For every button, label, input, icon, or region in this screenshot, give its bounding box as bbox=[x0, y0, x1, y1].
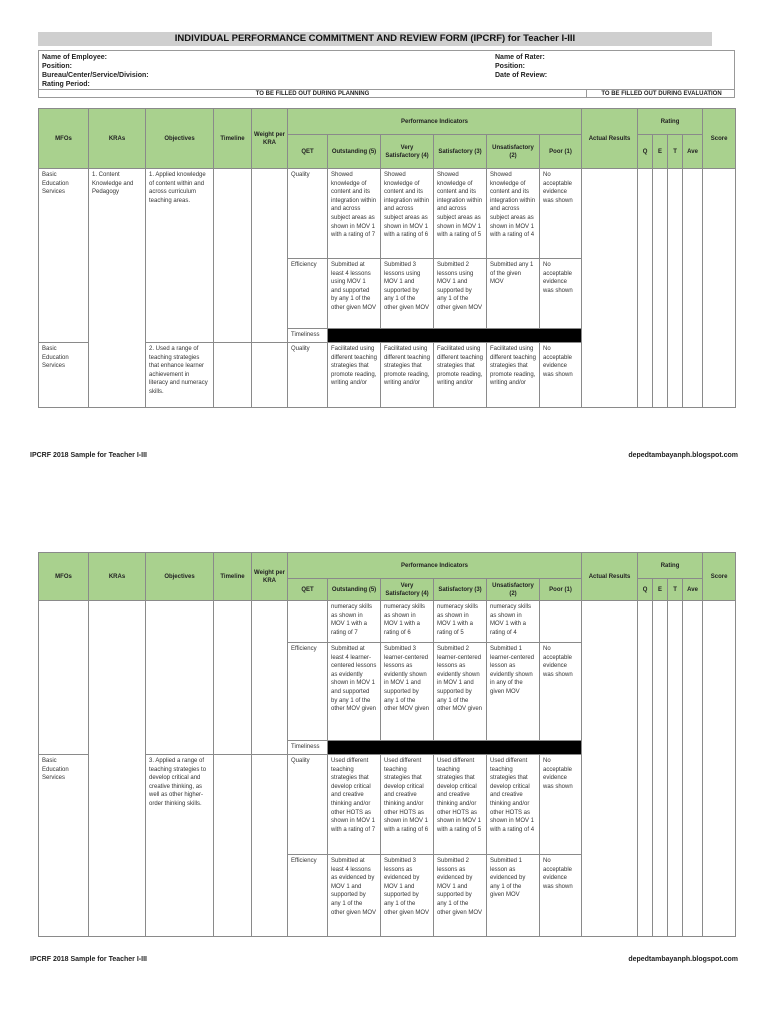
indicator-satisfactory: Facilitated using different teaching strategies that promote reading, writing and/or bbox=[434, 343, 487, 408]
rating-header: Rating bbox=[638, 553, 703, 579]
rater-info bbox=[495, 53, 547, 80]
very-satisfactory-header: Very Satisfactory (4) bbox=[381, 579, 434, 601]
indicator-outstanding: Submitted at least 4 learner-centered lessons as evidently shown in MOV 1 and supported by any 1 of the other MOV given bbox=[328, 643, 381, 741]
kra-cell: 1. Content Knowledge and Pedagogy bbox=[89, 169, 146, 408]
rating-t-header: T bbox=[668, 579, 683, 601]
kra-cell bbox=[89, 601, 146, 937]
footer-right: depedtambayanph.blogspot.com bbox=[628, 956, 738, 963]
qet-header: QET bbox=[288, 135, 328, 169]
objective-cell bbox=[146, 601, 214, 755]
indicator-outstanding: Facilitated using different teaching strategies that promote reading, writing and/or bbox=[328, 343, 381, 408]
rating-q-header: Q bbox=[638, 135, 653, 169]
indicator-very-satisfactory: Submitted 3 lessons as evidenced by MOV 1 and supported by any 1 of the other given MOV bbox=[381, 855, 434, 937]
timeline-cell[interactable] bbox=[214, 343, 252, 408]
outstanding-header: Outstanding (5) bbox=[328, 579, 381, 601]
qet-efficiency-label: Efficiency bbox=[288, 643, 328, 741]
indicator-outstanding: Submitted at least 4 lessons using MOV 1 and supported by any 1 of the other given MOV bbox=[328, 259, 381, 329]
satisfactory-header: Satisfactory (3) bbox=[434, 135, 487, 169]
indicator-satisfactory: numeracy skills as shown in MOV 1 with a rating of 5 bbox=[434, 601, 487, 643]
indicator-unsatisfactory: Showed knowledge of content and its integration within and across subject areas as shown in MOV 1 with a rating of 4 bbox=[487, 169, 540, 259]
indicator-poor: No acceptable evidence was shown bbox=[540, 643, 582, 741]
actual-results-header: Actual Results bbox=[582, 109, 638, 169]
indicator-unsatisfactory: Facilitated using different teaching strategies that promote reading, writing and/or bbox=[487, 343, 540, 408]
indicator-outstanding: Showed knowledge of content and its integration within and across subject areas as shown in MOV 1 with a rating of 7 bbox=[328, 169, 381, 259]
indicator-outstanding: numeracy skills as shown in MOV 1 with a rating of 7 bbox=[328, 601, 381, 643]
mfos-header: MFOs bbox=[39, 109, 89, 169]
footer-right: depedtambayanph.blogspot.com bbox=[628, 452, 738, 459]
indicator-very-satisfactory: Showed knowledge of content and its integration within and across subject areas as shown in MOV 1 with a rating of 6 bbox=[381, 169, 434, 259]
planning-label: TO BE FILLED OUT DURING PLANNING bbox=[39, 90, 587, 97]
poor-header: Poor (1) bbox=[540, 135, 582, 169]
indicator-satisfactory: Submitted 2 learner-centered lessons as evidently shown in MOV 1 and supported by any 1 of the other MOV given bbox=[434, 643, 487, 741]
name-of-employee-label: Name of Employee: bbox=[42, 54, 107, 61]
indicator-poor: No acceptable evidence was shown bbox=[540, 343, 582, 408]
objective-cell: 2. Used a range of teaching strategies that enhance learner achievement in literacy and numeracy skills. bbox=[146, 343, 214, 408]
rating-header: Rating bbox=[638, 109, 703, 135]
indicator-satisfactory: Used different teaching strategies that develop critical and creative thinking and/or other HOTS as shown in MOV 1 with a rating of 5 bbox=[434, 755, 487, 855]
indicator-poor: No acceptable evidence was shown bbox=[540, 259, 582, 329]
fill-out-bar bbox=[38, 90, 735, 98]
timeline-cell[interactable] bbox=[214, 601, 252, 755]
qet-header: QET bbox=[288, 579, 328, 601]
timeline-cell[interactable] bbox=[214, 755, 252, 937]
score-cell[interactable] bbox=[703, 169, 736, 408]
indicator-satisfactory: Submitted 2 lessons using MOV 1 and supported by any 1 of the other given MOV bbox=[434, 259, 487, 329]
timeline-cell[interactable] bbox=[214, 169, 252, 343]
indicator-unsatisfactory: Submitted 1 lesson as evidenced by any 1 of the given MOV bbox=[487, 855, 540, 937]
satisfactory-header: Satisfactory (3) bbox=[434, 579, 487, 601]
indicator-unsatisfactory: numeracy skills as shown in MOV 1 with a rating of 4 bbox=[487, 601, 540, 643]
objective-cell: 3. Applied a range of teaching strategies to develop critical and creative thinking, as well as other higher-order thinking skills. bbox=[146, 755, 214, 937]
indicator-very-satisfactory: Submitted 3 lessons using MOV 1 and supported by any 1 of the other given MOV bbox=[381, 259, 434, 329]
rating-q-header: Q bbox=[638, 579, 653, 601]
weight-header: Weight per KRA bbox=[252, 553, 288, 601]
qet-quality-continued bbox=[288, 601, 328, 643]
timeliness-blackout bbox=[328, 329, 582, 343]
indicator-very-satisfactory: numeracy skills as shown in MOV 1 with a rating of 6 bbox=[381, 601, 434, 643]
kras-header: KRAs bbox=[89, 109, 146, 169]
weight-cell[interactable] bbox=[252, 169, 288, 343]
objective-cell: 1. Applied knowledge of content within and across curriculum teaching areas. bbox=[146, 169, 214, 343]
rating-q-cell[interactable] bbox=[638, 169, 653, 408]
bureau-label: Bureau/Center/Service/Division: bbox=[42, 72, 149, 79]
indicator-outstanding: Submitted at least 4 lessons as evidenced by MOV 1 and supported by any 1 of the other given MOV bbox=[328, 855, 381, 937]
performance-indicators-header: Performance Indicators bbox=[288, 109, 582, 135]
qet-timeliness-label: Timeliness bbox=[288, 741, 328, 755]
indicator-poor bbox=[540, 601, 582, 643]
actual-results-header: Actual Results bbox=[582, 553, 638, 601]
actual-results-cell[interactable] bbox=[582, 601, 638, 937]
indicator-poor: No acceptable evidence was shown bbox=[540, 755, 582, 855]
footer-left: IPCRF 2018 Sample for Teacher I-III bbox=[30, 452, 147, 459]
rating-period-label: Rating Period: bbox=[42, 81, 90, 88]
indicator-outstanding: Used different teaching strategies that develop critical and creative thinking and/or other HOTS as shown in MOV 1 with a rating of 7 bbox=[328, 755, 381, 855]
very-satisfactory-header: Very Satisfactory (4) bbox=[381, 135, 434, 169]
ipcrf-table-page-2 bbox=[38, 552, 736, 937]
qet-timeliness-label: Timeliness bbox=[288, 329, 328, 343]
actual-results-cell[interactable] bbox=[582, 169, 638, 408]
rating-t-header: T bbox=[668, 135, 683, 169]
employee-info-box bbox=[38, 50, 735, 90]
evaluation-label: TO BE FILLED OUT DURING EVALUATION bbox=[601, 91, 722, 97]
rater-position-label: Position: bbox=[495, 63, 525, 70]
name-of-rater-label: Name of Rater: bbox=[495, 54, 545, 61]
timeline-header: Timeline bbox=[214, 553, 252, 601]
objectives-header: Objectives bbox=[146, 109, 214, 169]
unsatisfactory-header: Unsatisfactory (2) bbox=[487, 579, 540, 601]
rating-ave-cell[interactable] bbox=[683, 169, 703, 408]
position-label: Position: bbox=[42, 63, 72, 70]
timeliness-blackout bbox=[328, 741, 582, 755]
weight-cell[interactable] bbox=[252, 601, 288, 755]
indicator-unsatisfactory: Used different teaching strategies that develop critical and creative thinking and/or other HOTS as shown in MOV 1 with a rating of 4 bbox=[487, 755, 540, 855]
indicator-very-satisfactory: Facilitated using different teaching strategies that promote reading, writing and/or bbox=[381, 343, 434, 408]
mfo-cell: Basic Education Services bbox=[39, 169, 89, 343]
rating-e-header: E bbox=[653, 579, 668, 601]
outstanding-header: Outstanding (5) bbox=[328, 135, 381, 169]
score-header: Score bbox=[703, 553, 736, 601]
rating-e-cell[interactable] bbox=[653, 601, 668, 937]
score-cell[interactable] bbox=[703, 601, 736, 937]
unsatisfactory-header: Unsatisfactory (2) bbox=[487, 135, 540, 169]
kras-header: KRAs bbox=[89, 553, 146, 601]
qet-quality-label: Quality bbox=[288, 169, 328, 259]
mfo-cell: Basic Education Services bbox=[39, 755, 89, 937]
score-header: Score bbox=[703, 109, 736, 169]
qet-efficiency-label: Efficiency bbox=[288, 259, 328, 329]
indicator-very-satisfactory: Submitted 3 learner-centered lessons as evidently shown in MOV 1 and supported by any 1 of the other MOV given bbox=[381, 643, 434, 741]
indicator-satisfactory: Showed knowledge of content and its integration within and across subject areas as shown in MOV 1 with a rating of 5 bbox=[434, 169, 487, 259]
mfos-header: MFOs bbox=[39, 553, 89, 601]
indicator-unsatisfactory: Submitted any 1 of the given MOV bbox=[487, 259, 540, 329]
weight-header: Weight per KRA bbox=[252, 109, 288, 169]
objectives-header: Objectives bbox=[146, 553, 214, 601]
employee-info bbox=[42, 53, 149, 89]
indicator-unsatisfactory: Submitted 1 learner-centered lesson as evidently shown in any of the given MOV bbox=[487, 643, 540, 741]
weight-cell[interactable] bbox=[252, 343, 288, 408]
rating-e-header: E bbox=[653, 135, 668, 169]
indicator-poor: No acceptable evidence was shown bbox=[540, 169, 582, 259]
rating-ave-header: Ave bbox=[683, 135, 703, 169]
indicator-satisfactory: Submitted 2 lessons as evidenced by MOV 1 and supported by any 1 of the other given MOV bbox=[434, 855, 487, 937]
rating-e-cell[interactable] bbox=[653, 169, 668, 408]
footer-left: IPCRF 2018 Sample for Teacher I-III bbox=[30, 956, 147, 963]
indicator-very-satisfactory: Used different teaching strategies that develop critical and creative thinking and/or other HOTS as shown in MOV 1 with a rating of 6 bbox=[381, 755, 434, 855]
indicator-poor: No acceptable evidence was shown bbox=[540, 855, 582, 937]
poor-header: Poor (1) bbox=[540, 579, 582, 601]
mfo-cell: Basic Education Services bbox=[39, 343, 89, 408]
weight-cell[interactable] bbox=[252, 755, 288, 937]
qet-quality-label: Quality bbox=[288, 755, 328, 855]
rating-q-cell[interactable] bbox=[638, 601, 653, 937]
rating-ave-header: Ave bbox=[683, 579, 703, 601]
qet-efficiency-label: Efficiency bbox=[288, 855, 328, 937]
timeline-header: Timeline bbox=[214, 109, 252, 169]
mfo-cell bbox=[39, 601, 89, 755]
qet-quality-label: Quality bbox=[288, 343, 328, 408]
performance-indicators-header: Performance Indicators bbox=[288, 553, 582, 579]
form-title: INDIVIDUAL PERFORMANCE COMMITMENT AND REVIEW FORM (IPCRF) for Teacher I-III bbox=[38, 32, 712, 46]
ipcrf-table-page-1 bbox=[38, 108, 736, 408]
date-of-review-label: Date of Review: bbox=[495, 72, 548, 79]
rating-t-cell[interactable] bbox=[668, 169, 683, 408]
rating-ave-cell[interactable] bbox=[683, 601, 703, 937]
rating-t-cell[interactable] bbox=[668, 601, 683, 937]
